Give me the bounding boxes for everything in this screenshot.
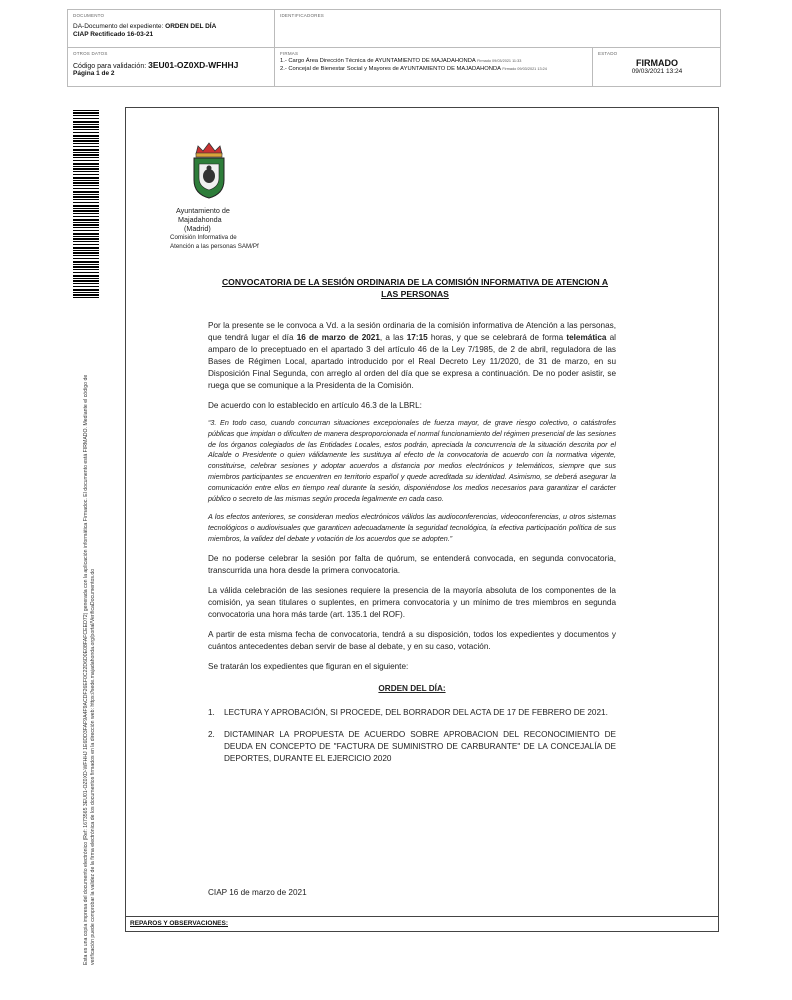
paragraph-disposicion: A partir de esta misma fecha de convocatoria, tendrá a su disposición, todos los expedientes y documentos y cuántos antecedentes deban servir de base al debate, y en su caso, votación.	[208, 629, 616, 651]
documento-label: DOCUMENTO	[73, 13, 105, 18]
codigo-validacion	[73, 60, 269, 70]
closing-date: CIAP 16 de marzo de 2021	[208, 888, 307, 897]
logo-line3: (Madrid)	[184, 224, 211, 233]
documento-line1	[73, 23, 269, 31]
firma-1-date: Firmado 09/03/2021 11:33	[477, 59, 522, 63]
firma-2-text: 2.- Concejal de Bienestar Social y Mayores de AYUNTAMIENTO DE MAJADAHONDA	[280, 65, 501, 72]
firmas-cell	[275, 48, 593, 87]
side-text-line1: Esta es una copia impresa del documento electrónico (Ref: 1673565 3EU01-OZ0XD-WFHHJ 1E6DD3FAF9A4F9ACDF26EF0C22D6D0E08FAFCEED72) generada con la aplicación informática Firmadoc. El documento está FIRMADO. Mediante el código de	[83, 374, 89, 965]
paragraph-convocatoria	[208, 320, 616, 392]
pagina: Página 1 de 2	[73, 70, 115, 77]
session-mode: telemática	[566, 333, 607, 342]
documento-line2: CIAP Rectificado 16-03-21	[73, 31, 154, 38]
title-line1: CONVOCATORIA DE LA SESIÓN ORDINARIA DE LA COMISIÓN INFORMATIVA DE ATENCION A	[221, 277, 609, 287]
firma-2-date: Firmado 09/03/2021 13:24	[502, 66, 547, 71]
title-line2: LAS PERSONAS	[381, 289, 449, 299]
identificadores-label: IDENTIFICADORES	[280, 13, 325, 18]
estado-date: 09/03/2021 13:24	[631, 68, 683, 75]
logo-line5: Atención a las personas SAM/Pf	[170, 243, 259, 250]
p1-b: , a las	[379, 333, 407, 342]
codigo-value: 3EU01-OZ0XD-WFHHJ	[148, 60, 239, 70]
otros-datos-cell	[68, 48, 275, 87]
firma-2	[280, 66, 587, 74]
quote-paragraph-1: “3. En todo caso, cuando concurran situaciones excepcionales de fuerza mayor, de grave riesgo colectivo, o catástrofes públicas que impidan o dificulten de manera desproporcionada el normal funcionamiento del régimen presencial de las sesiones de los órganos colegiados de las Entidades Locales, estos podrán, apreciada la concurrencia de la situación descrita por el Alcalde o Presidente o quien válidamente les sustituya al efecto de la convocatoria de acuerdo con la normativa vigente, constituirse, celebrar sesiones y adoptar acuerdos a distancia por medios electrónicos y telemáticos, siempre que sus miembros participantes se encuentren en territorio español y quede acreditada su identidad. Asimismo, se deberá asegurar la comunicación entre ellos en tiempo real durante la sesión, disponiéndose los medios necesarios para garantizar el carácter público o secreto de las mismas según proceda legalmente en cada caso.	[208, 418, 616, 503]
document-body	[208, 320, 616, 775]
agenda-item-number: 2.	[208, 729, 215, 739]
barcode	[73, 110, 99, 300]
p1-a: Por la presente se le convoca a Vd. a la sesión ordinaria de la comisión informativa de Atención a las personas, que tendrá lugar el día	[208, 321, 616, 342]
estado-label: ESTADO	[598, 51, 618, 56]
firma-1	[280, 58, 587, 66]
orden-del-dia-title: ORDEN DEL DÍA:	[378, 683, 446, 693]
quote-paragraph-2: A los efectos anteriores, se consideran medios electrónicos válidos las audioconferencias, videoconferencias, u otros sistemas tecnológicos o audiovisuales que garanticen adecuadamente la seguridad tecnológica, la efectiva participación política de sus miembros, la validez del debate y votación de los acuerdos que se adopten.”	[208, 512, 616, 543]
firma-1-text: 1.- Cargo Área Dirección Técnica de AYUNTAMIENTO DE MAJADAHONDA	[280, 58, 476, 64]
side-text-line2: verificación puede comprobar la validez de la firma electrónica de los documentos firmados en la dirección web: https://sede.majadahonda.org/portal/VerificaDocumentos.do	[90, 568, 96, 965]
paragraph-acuerdo: De acuerdo con lo establecido en artículo 46.3 de la LBRL:	[208, 401, 422, 410]
agenda-item-number: 1.	[208, 707, 215, 717]
agenda-item-text: DICTAMINAR LA PROPUESTA DE ACUERDO SOBRE APROBACION DEL RECONOCIMIENTO DE DEUDA EN CONCEPTO DE "FACTURA DE SUMINISTRO DE CARBURANTE" DE LA CONCEJALÍA DE DEPORTES, DURANTE EL EJERCICIO 2020	[224, 729, 616, 763]
documento-prefix: DA-Documento del expediente:	[73, 23, 166, 30]
estado-cell	[593, 48, 721, 87]
session-date: 16 de marzo de 2021	[296, 333, 380, 342]
estado-value: FIRMADO	[636, 58, 678, 68]
paragraph-expedientes: Se tratarán los expedientes que figuran en el siguiente:	[208, 661, 409, 671]
agenda-item-text: LECTURA Y APROBACIÓN, SI PROCEDE, DEL BORRADOR DEL ACTA DE 17 DE FEBRERO DE 2021.	[224, 707, 608, 717]
identificadores-cell	[275, 10, 721, 48]
reparos-observaciones: REPAROS Y OBSERVACIONES:	[125, 916, 719, 932]
header-box	[67, 9, 721, 87]
logo-line1: Ayuntamiento de	[176, 206, 230, 215]
paragraph-quorum: De no poderse celebrar la sesión por falta de quórum, se entenderá convocada, en segunda convocatoria, transcurrida una hora desde la primera convocatoria.	[208, 553, 616, 575]
firmas-label: FIRMAS	[280, 51, 299, 56]
codigo-label: Código para validación:	[73, 63, 149, 70]
p1-c: horas, y que se celebrará de forma	[427, 333, 567, 342]
agenda-item	[208, 729, 616, 765]
logo-line4: Comisión Informativa de	[170, 234, 237, 241]
logo-line2: Majadahonda	[178, 215, 222, 224]
documento-cell	[68, 10, 275, 48]
agenda-item	[208, 707, 616, 719]
session-time: 17:15	[406, 333, 428, 342]
p1-d: al amparo de lo preceptuado en el apartado 3 del artículo 46 de la Ley 7/1985, de 2 de abril, reguladora de las Bases de Régimen Local, apartado introducido por el Real Decreto Ley 11/2020, de 31 de marzo, en su Disposición Final Segunda, con arreglo al orden del día que se expresa a continuación. De no poder asistir, se ruega que se comunique a la Presidenta de la Comisión.	[208, 333, 616, 390]
otros-datos-label: OTROS DATOS	[73, 51, 108, 56]
document-title	[205, 276, 625, 300]
coat-of-arms-icon	[188, 140, 230, 200]
documento-title: ORDEN DEL DÍA	[165, 23, 217, 30]
paragraph-celebracion: La válida celebración de las sesiones requiere la presencia de la mayoría absoluta de los componentes de la comisión, ya sean titulares o suplentes, en primera convocatoria y un mínimo de tres miembros en segunda convocatoria una hora más tarde (art. 135.1 del ROF).	[208, 585, 616, 619]
logo-text	[170, 206, 280, 251]
